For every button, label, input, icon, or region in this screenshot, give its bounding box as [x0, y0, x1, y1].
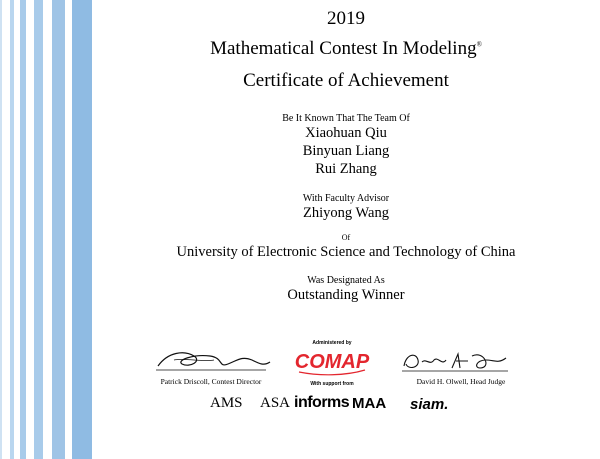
asa-logo: ASA — [260, 395, 291, 411]
stripe — [20, 0, 26, 459]
support-label: With support from — [310, 381, 354, 387]
maa-logo: MAA — [352, 395, 387, 412]
of-label: Of — [341, 233, 351, 242]
director-signature — [154, 346, 274, 374]
designation: Outstanding Winner — [287, 287, 405, 303]
contest-name-text: Mathematical Contest In Modeling — [210, 38, 477, 59]
team-member: Xiaohuan Qiu — [305, 125, 387, 141]
comap-logo — [293, 346, 371, 378]
svg-text:COMAP: COMAP — [294, 351, 370, 373]
administered-by-label: Administered by — [312, 340, 352, 346]
siam-logo: siam. — [410, 396, 449, 413]
certificate — [92, 0, 600, 459]
year: 2019 — [327, 8, 365, 29]
stripe — [34, 0, 43, 459]
stripe — [72, 0, 92, 459]
judge-signature — [398, 348, 510, 374]
designation-intro: Was Designated As — [307, 275, 385, 286]
stripe — [10, 0, 14, 459]
advisor-intro: With Faculty Advisor — [302, 193, 390, 204]
contest-name — [92, 38, 600, 60]
decorative-stripes — [0, 0, 92, 459]
director-caption: Patrick Driscoll, Contest Director — [160, 377, 262, 386]
team-member: Binyuan Liang — [302, 143, 390, 159]
university-name: University of Electronic Science and Technology of China — [176, 244, 516, 260]
team-member: Rui Zhang — [315, 161, 377, 177]
certificate-title: Certificate of Achievement — [243, 70, 449, 91]
informs-logo: informs — [294, 394, 350, 411]
stripe — [52, 0, 65, 459]
team-intro: Be It Known That The Team Of — [282, 113, 410, 124]
ams-logo: AMS — [210, 395, 243, 411]
registered-mark: ® — [476, 40, 482, 49]
advisor-name: Zhiyong Wang — [303, 205, 389, 221]
stripe — [0, 0, 2, 459]
judge-caption: David H. Olwell, Head Judge — [416, 377, 506, 386]
sponsor-logos — [210, 393, 470, 415]
